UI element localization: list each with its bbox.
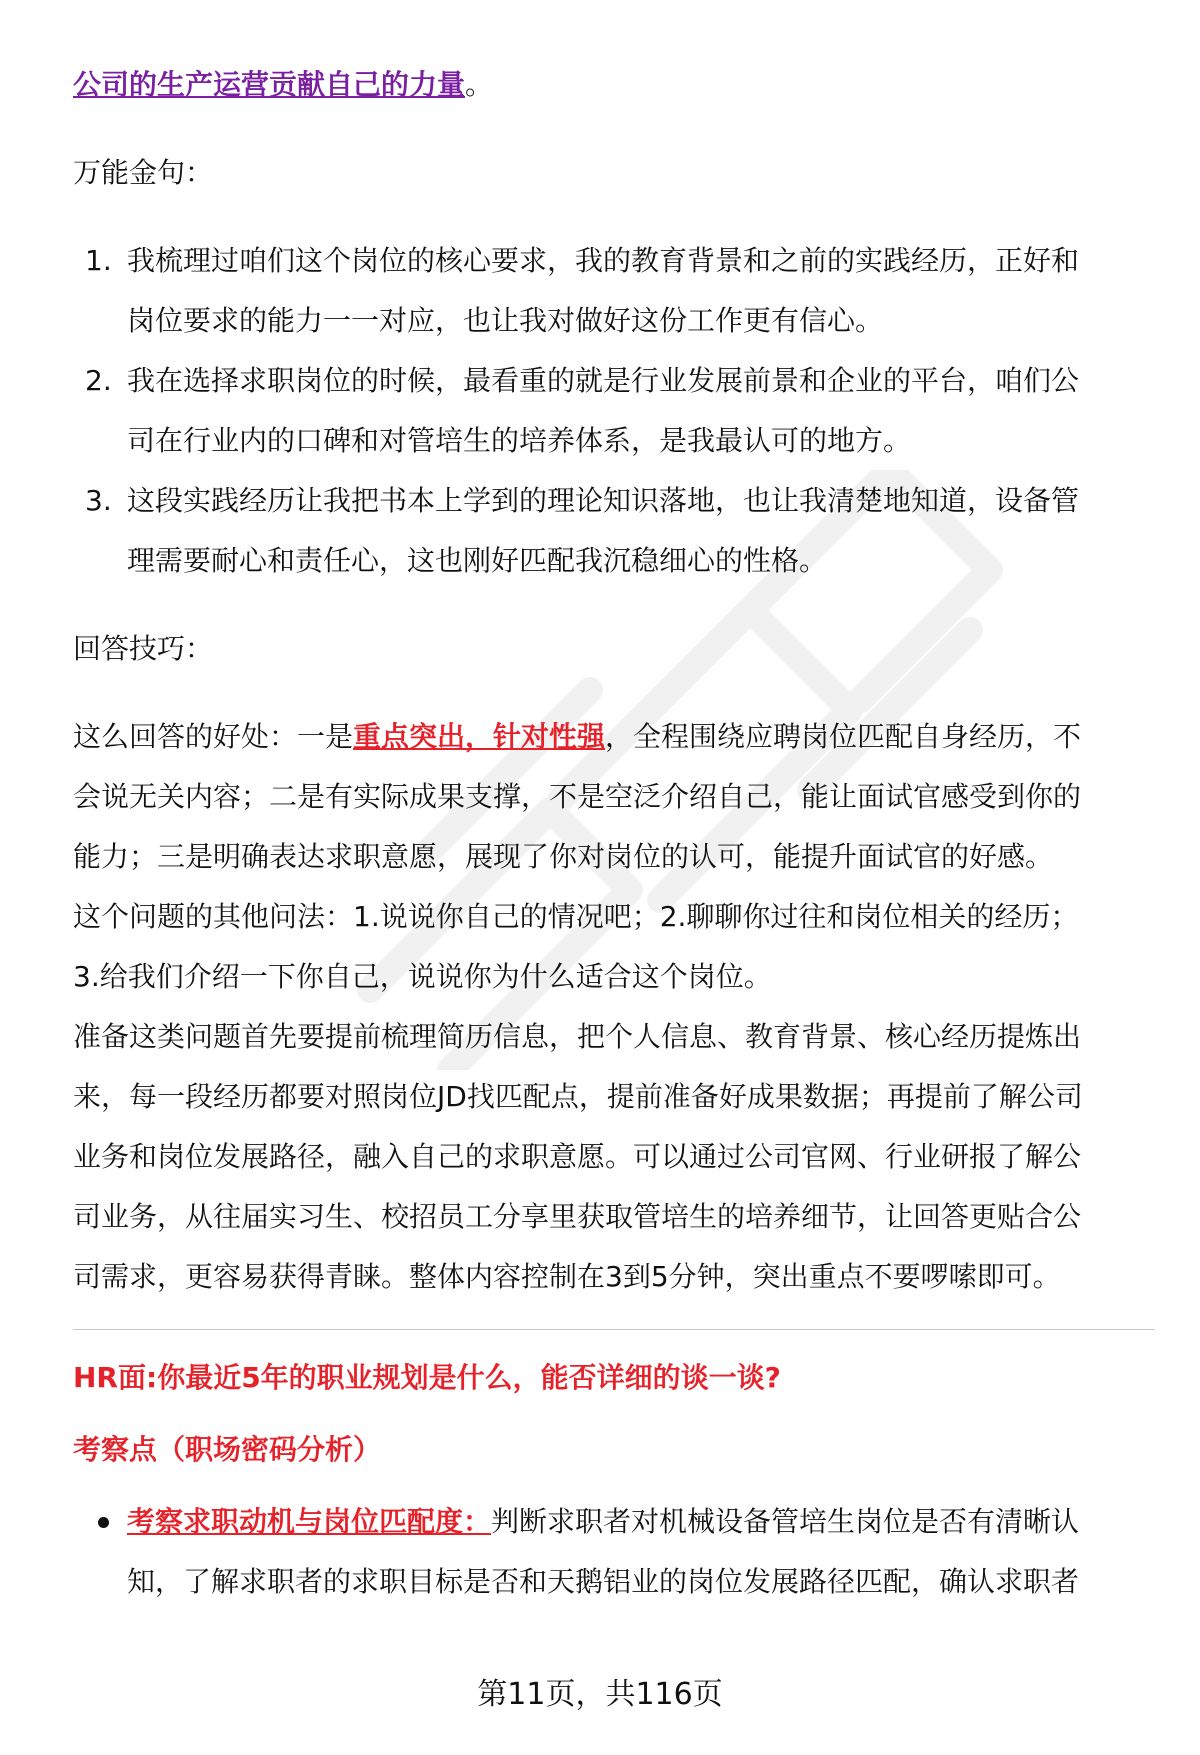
list-line: 岗位要求的能力一一对应，也让我对做好这份工作更有信心。 xyxy=(127,304,884,337)
bullet-label: 考察求职动机与岗位匹配度： xyxy=(127,1505,492,1538)
list-line: 理需要耐心和责任心，这也刚好匹配我沉稳细心的性格。 xyxy=(127,544,828,577)
tips-line: 能力；三是明确表达求职意愿，展现了你对岗位的认可，能提升面试官的好感。 xyxy=(73,840,1054,873)
tips-line: 准备这类问题首先要提前梳理简历信息，把个人信息、教育背景、核心经历提炼出 xyxy=(73,1020,1082,1053)
tips-line-1 xyxy=(73,707,1155,767)
intro-tail: 。 xyxy=(465,68,494,101)
tips-line: 司业务，从往届实习生、校招员工分享里获取管培生的培养细节，让回答更贴合公 xyxy=(73,1200,1082,1233)
document-body xyxy=(73,55,1155,1612)
hr-question: HR面:你最近5年的职业规划是什么，能否详细的谈一谈? xyxy=(73,1361,781,1394)
list-line: 我在选择求职岗位的时候，最看重的就是行业发展前景和企业的平台，咱们公 xyxy=(127,364,1080,397)
list-item xyxy=(73,231,1155,351)
list-item xyxy=(73,351,1155,471)
bullet-text: 判断求职者对机械设备管培生岗位是否有清晰认 xyxy=(491,1505,1080,1538)
list-line: 这段实践经历让我把书本上学到的理论知识落地，也让我清楚地知道，设备管 xyxy=(127,484,1080,517)
hr-subheading: 考察点（职场密码分析） xyxy=(73,1433,382,1466)
tips-line: 业务和岗位发展路径，融入自己的求职意愿。可以通过公司官网、行业研报了解公 xyxy=(73,1140,1082,1173)
golden-sentences-list xyxy=(73,231,1155,591)
tips-line: 这个问题的其他问法：1.说说你自己的情况吧；2.聊聊你过往和岗位相关的经历； xyxy=(73,900,1079,933)
tips-highlight: 重点突出，针对性强 xyxy=(353,720,606,753)
tips-line: 司需求，更容易获得青睐。整体内容控制在3到5分钟，突出重点不要啰嗦即可。 xyxy=(73,1260,1061,1293)
golden-sentences-heading: 万能金句： xyxy=(73,156,214,189)
page-footer: 第11页，共116页 xyxy=(477,1677,723,1712)
list-item xyxy=(73,471,1155,591)
tips-line: 3.给我们介绍一下你自己，说说你为什么适合这个岗位。 xyxy=(73,960,772,993)
bullet-dot-icon xyxy=(98,1517,109,1528)
bullet-item xyxy=(73,1492,1155,1612)
list-line: 司在行业内的口碑和对管培生的培养体系，是我最认可的地方。 xyxy=(127,424,912,457)
tips-line: 会说无关内容；二是有实际成果支撑，不是空泛介绍自己，能让面试官感受到你的 xyxy=(73,780,1082,813)
list-line: 我梳理过咱们这个岗位的核心要求，我的教育背景和之前的实践经历，正好和 xyxy=(127,244,1080,277)
bullet-line-1 xyxy=(127,1492,1155,1552)
tips-heading: 回答技巧： xyxy=(73,632,214,665)
list-number: 2. xyxy=(85,364,112,397)
list-number: 1. xyxy=(85,244,112,277)
list-number: 3. xyxy=(85,484,112,517)
intro-highlight: 公司的生产运营贡献自己的力量 xyxy=(73,68,466,101)
tips-line-1-post: ，全程围绕应聘岗位匹配自身经历，不 xyxy=(605,720,1082,753)
bullet-line-2: 知，了解求职者的求职目标是否和天鹅铝业的岗位发展路径匹配，确认求职者 xyxy=(127,1565,1080,1598)
tips-line: 来，每一段经历都要对照岗位JD找匹配点，提前准备好成果数据；再提前了解公司 xyxy=(73,1080,1083,1113)
tips-line-1-pre: 这么回答的好处：一是 xyxy=(73,720,354,753)
intro-line xyxy=(73,55,1155,115)
section-divider xyxy=(73,1329,1155,1330)
